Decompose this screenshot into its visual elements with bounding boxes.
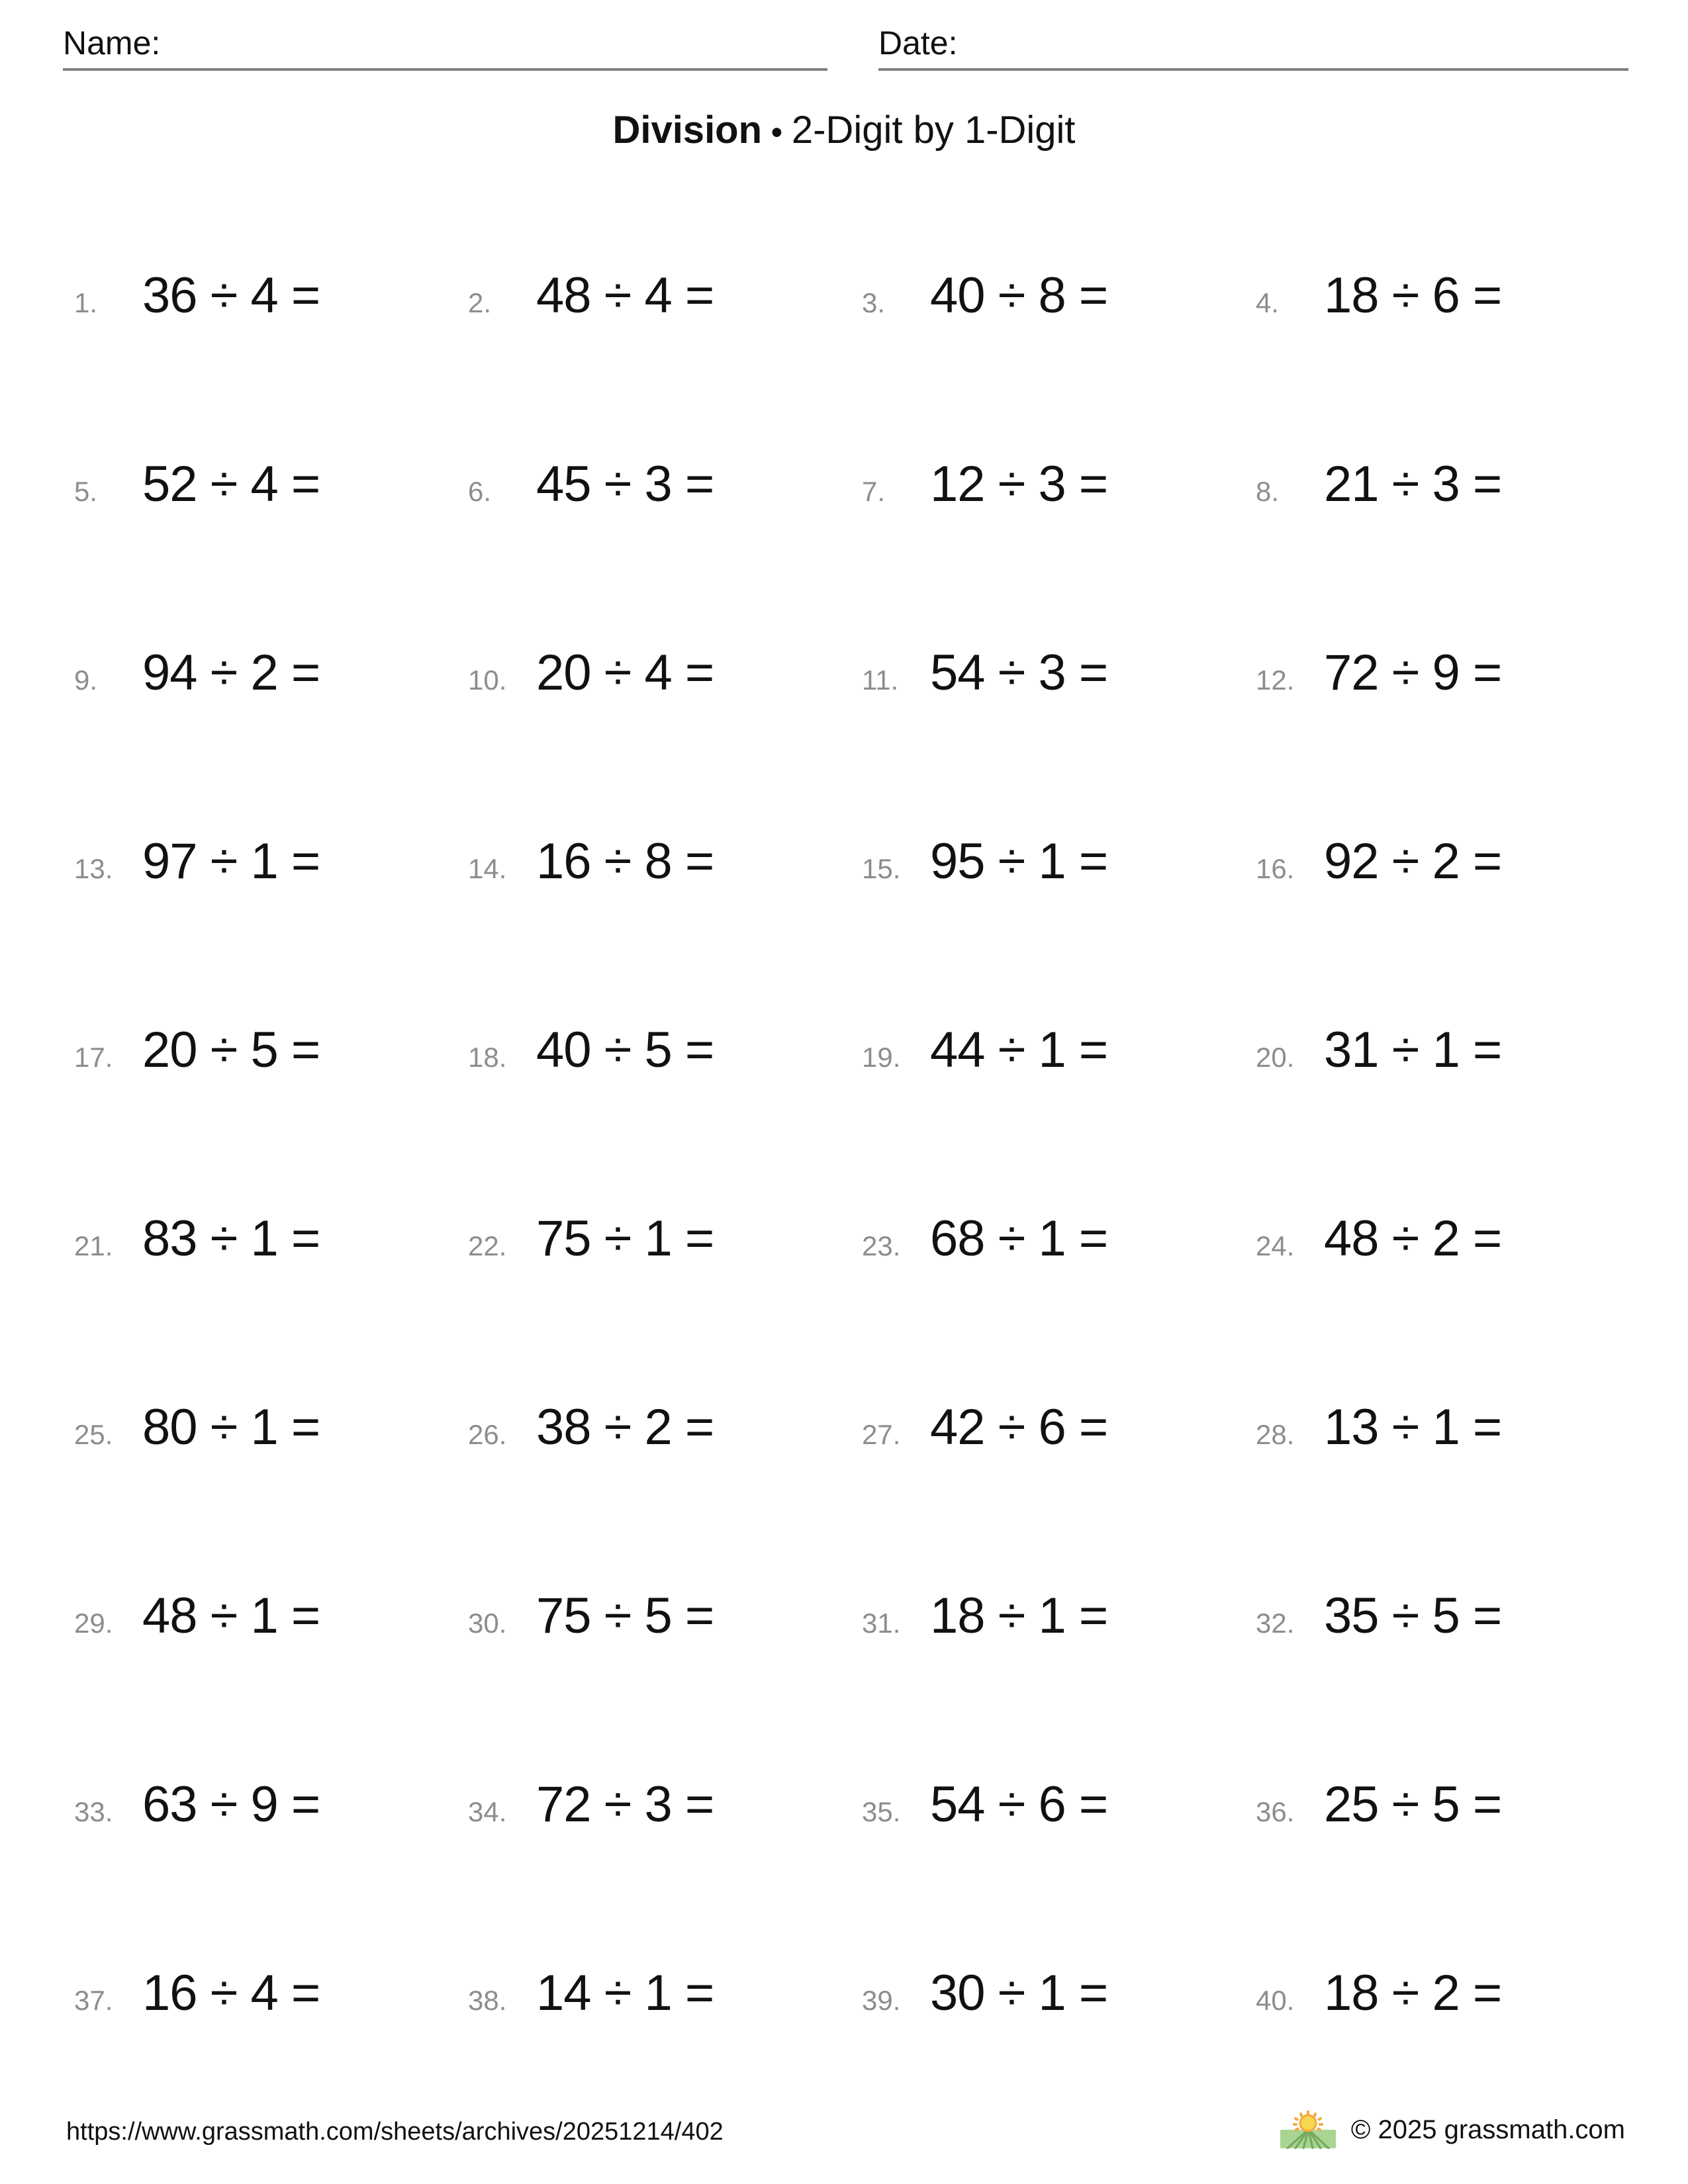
problem-item xyxy=(74,833,468,890)
problem-number: 23. xyxy=(862,1230,901,1261)
problem-number: 40. xyxy=(1256,1985,1295,2016)
problem-number: 25. xyxy=(74,1419,113,1450)
problem-item xyxy=(862,1776,1256,1833)
problem-number: 21. xyxy=(74,1230,113,1261)
problem-expression: 44 ÷ 1 = xyxy=(930,1022,1108,1078)
problem-expression: 36 ÷ 4 = xyxy=(142,267,320,324)
problem-number: 35. xyxy=(862,1796,901,1827)
problem-expression: 83 ÷ 1 = xyxy=(142,1210,320,1267)
problem-item xyxy=(1256,1776,1650,1833)
problem-number: 18. xyxy=(468,1042,507,1073)
problem-number: 32. xyxy=(1256,1608,1295,1639)
problem-expression: 40 ÷ 8 = xyxy=(930,267,1108,324)
problem-number: 7. xyxy=(862,476,886,507)
problems-grid xyxy=(74,201,1650,2087)
problem-expression: 54 ÷ 6 = xyxy=(930,1776,1108,1833)
problem-number: 31. xyxy=(862,1608,901,1639)
problem-number: 22. xyxy=(468,1230,507,1261)
problem-expression: 54 ÷ 3 = xyxy=(930,645,1108,701)
problem-item xyxy=(74,1210,468,1267)
problem-expression: 80 ÷ 1 = xyxy=(142,1399,320,1455)
problem-expression: 97 ÷ 1 = xyxy=(142,833,320,889)
problem-item xyxy=(1256,1021,1650,1079)
problem-expression: 20 ÷ 4 = xyxy=(536,645,714,701)
footer-branding xyxy=(1280,2103,1625,2156)
problem-number: 14. xyxy=(468,853,507,884)
problem-number: 17. xyxy=(74,1042,113,1073)
problem-expression: 52 ÷ 4 = xyxy=(142,456,320,512)
problem-expression: 16 ÷ 4 = xyxy=(142,1965,320,2021)
problem-expression: 20 ÷ 5 = xyxy=(142,1022,320,1078)
problem-item xyxy=(862,644,1256,702)
problem-item xyxy=(1256,1587,1650,1645)
problem-expression: 94 ÷ 2 = xyxy=(142,645,320,701)
problem-number: 12. xyxy=(1256,664,1295,696)
copyright-text: © 2025 grassmath.com xyxy=(1350,2115,1625,2144)
problem-item xyxy=(862,267,1256,324)
problem-number: 29. xyxy=(74,1608,113,1639)
problem-item xyxy=(862,1398,1256,1456)
problem-number: 30. xyxy=(468,1608,507,1639)
problem-number: 27. xyxy=(862,1419,901,1450)
problem-item xyxy=(468,1776,862,1833)
problem-number: 26. xyxy=(468,1419,507,1450)
problem-item xyxy=(74,1021,468,1079)
problem-item xyxy=(74,1776,468,1833)
problem-item xyxy=(468,1964,862,2022)
problem-item xyxy=(74,267,468,324)
problem-item xyxy=(468,1587,862,1645)
problem-expression: 25 ÷ 5 = xyxy=(1324,1776,1502,1833)
problem-expression: 63 ÷ 9 = xyxy=(142,1776,320,1833)
problem-item xyxy=(862,1210,1256,1267)
problem-item xyxy=(1256,1964,1650,2022)
problem-number: 5. xyxy=(74,476,98,507)
problem-expression: 30 ÷ 1 = xyxy=(930,1965,1108,2021)
problem-expression: 72 ÷ 3 = xyxy=(536,1776,714,1833)
problem-number: 15. xyxy=(862,853,901,884)
problem-expression: 72 ÷ 9 = xyxy=(1324,645,1502,701)
problem-expression: 13 ÷ 1 = xyxy=(1324,1399,1502,1455)
title-bullet: • xyxy=(771,115,782,150)
problem-number: 19. xyxy=(862,1042,901,1073)
problem-item xyxy=(468,267,862,324)
problem-number: 11. xyxy=(862,664,899,696)
problem-item xyxy=(468,1021,862,1079)
date-label: Date: xyxy=(878,24,958,62)
problem-number: 4. xyxy=(1256,287,1280,318)
problem-item xyxy=(468,1398,862,1456)
problem-expression: 95 ÷ 1 = xyxy=(930,833,1108,889)
page-title xyxy=(0,109,1688,152)
problem-number: 1. xyxy=(74,287,98,318)
problem-number: 8. xyxy=(1256,476,1280,507)
problem-expression: 48 ÷ 4 = xyxy=(536,267,714,324)
problem-expression: 92 ÷ 2 = xyxy=(1324,833,1502,889)
problem-number: 9. xyxy=(74,664,98,696)
problem-number: 39. xyxy=(862,1985,901,2016)
problem-expression: 48 ÷ 1 = xyxy=(142,1588,320,1644)
problem-item xyxy=(1256,644,1650,702)
problem-item xyxy=(862,833,1256,890)
sunrise-over-field-icon xyxy=(1280,2111,1336,2149)
problem-item xyxy=(74,1964,468,2022)
problem-number: 37. xyxy=(74,1985,113,2016)
name-blank-line xyxy=(63,68,827,71)
problem-expression: 75 ÷ 5 = xyxy=(536,1588,714,1644)
problem-expression: 40 ÷ 5 = xyxy=(536,1022,714,1078)
problem-expression: 35 ÷ 5 = xyxy=(1324,1588,1502,1644)
problem-number: 16. xyxy=(1256,853,1295,884)
title-subtitle: 2-Digit by 1-Digit xyxy=(791,109,1076,152)
problem-number: 34. xyxy=(468,1796,507,1827)
problem-expression: 18 ÷ 1 = xyxy=(930,1588,1108,1644)
problem-number: 20. xyxy=(1256,1042,1295,1073)
name-label: Name: xyxy=(63,24,161,62)
problem-number: 2. xyxy=(468,287,492,318)
problem-number: 36. xyxy=(1256,1796,1295,1827)
problem-item xyxy=(862,1964,1256,2022)
problem-expression: 14 ÷ 1 = xyxy=(536,1965,714,2021)
problem-item xyxy=(468,644,862,702)
problem-expression: 18 ÷ 2 = xyxy=(1324,1965,1502,2021)
date-blank-line xyxy=(878,68,1628,71)
problem-number: 10. xyxy=(468,664,507,696)
problem-item xyxy=(862,455,1256,513)
problem-expression: 38 ÷ 2 = xyxy=(536,1399,714,1455)
problem-item xyxy=(74,1587,468,1645)
problem-item xyxy=(1256,267,1650,324)
problem-item xyxy=(862,1587,1256,1645)
problem-item xyxy=(74,1398,468,1456)
problem-number: 3. xyxy=(862,287,886,318)
problem-expression: 18 ÷ 6 = xyxy=(1324,267,1502,324)
problem-item xyxy=(74,644,468,702)
problem-expression: 75 ÷ 1 = xyxy=(536,1210,714,1267)
problem-expression: 31 ÷ 1 = xyxy=(1324,1022,1502,1078)
problem-expression: 48 ÷ 2 = xyxy=(1324,1210,1502,1267)
problem-item xyxy=(1256,1210,1650,1267)
problem-expression: 45 ÷ 3 = xyxy=(536,456,714,512)
problem-expression: 21 ÷ 3 = xyxy=(1324,456,1502,512)
problem-item xyxy=(468,1210,862,1267)
problem-expression: 12 ÷ 3 = xyxy=(930,456,1108,512)
problem-expression: 42 ÷ 6 = xyxy=(930,1399,1108,1455)
problem-number: 24. xyxy=(1256,1230,1295,1261)
problem-expression: 16 ÷ 8 = xyxy=(536,833,714,889)
problem-number: 6. xyxy=(468,476,492,507)
problem-number: 13. xyxy=(74,853,113,884)
problem-number: 28. xyxy=(1256,1419,1295,1450)
problem-number: 38. xyxy=(468,1985,507,2016)
problem-item xyxy=(468,455,862,513)
problem-number: 33. xyxy=(74,1796,113,1827)
problem-item xyxy=(1256,455,1650,513)
problem-expression: 68 ÷ 1 = xyxy=(930,1210,1108,1267)
title-main: Division xyxy=(612,109,763,152)
problem-item xyxy=(468,833,862,890)
problem-item xyxy=(74,455,468,513)
problem-item xyxy=(862,1021,1256,1079)
footer-url-link[interactable]: https://www.grassmath.com/sheets/archives/20251214/402 xyxy=(66,2118,724,2146)
problem-item xyxy=(1256,1398,1650,1456)
problem-item xyxy=(1256,833,1650,890)
